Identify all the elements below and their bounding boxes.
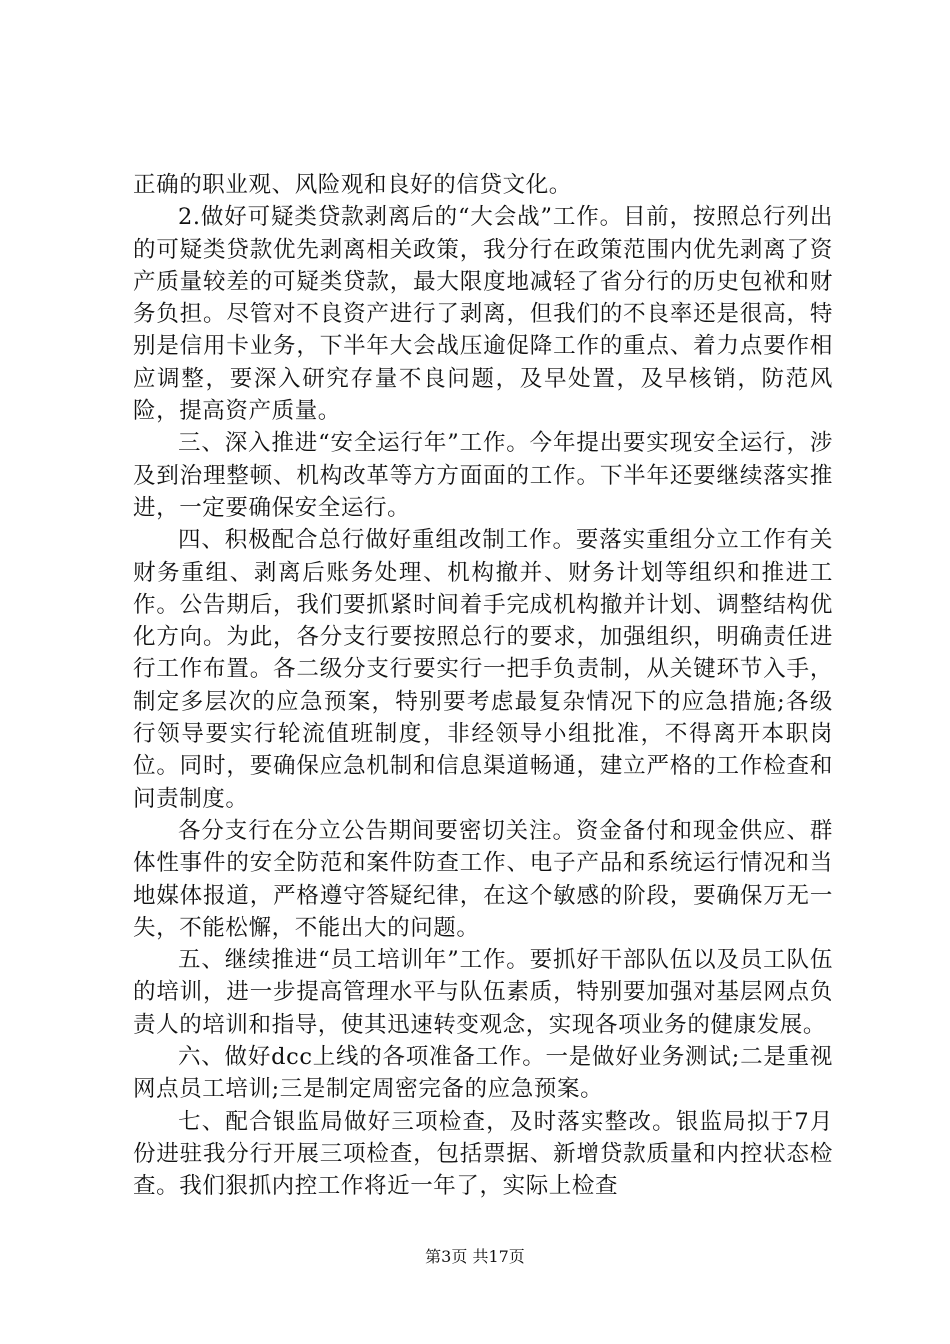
page-number-footer: 第3页 共17页 (425, 1247, 525, 1266)
paragraph-section-4-cont: 各分支行在分立公告期间要密切关注。资金备付和现金供应、群体性事件的安全防范和案件防查工作、电子产品和系统运行情况和当地媒体报道，严格遵守答疑纪律，在这个敏感的阶段，要确保万无一失，不能松懈，不能出大的问题。 (133, 817, 833, 941)
paragraph-section-5: 五、继续推进“员工培训年”工作。要抓好干部队伍以及员工队伍的培训，进一步提高管理水平与队伍素质，特别要加强对基层网点负责人的培训和指导，使其迅速转变观念，实现各项业务的健康发展。 (133, 947, 833, 1038)
paragraph-section-4: 四、积极配合总行做好重组改制工作。要落实重组分立工作有关财务重组、剥离后账务处理、机构撤并、财务计划等组织和推进工作。公告期后，我们要抓紧时间着手完成机构撤并计划、调整结构优化方向。为此，各分支行要按照总行的要求，加强组织，明确责任进行工作布置。各二级分支行要实行一把手负责制，从关键环节入手，制定多层次的应急预案，特别要考虑最复杂情况下的应急措施;各级行领导要实行轮流值班制度，非经领导小组批准，不得离开本职岗位。同时，要确保应急机制和信息渠道畅通，建立严格的工作检查和问责制度。 (133, 527, 833, 812)
paragraph-section-3: 三、深入推进“安全运行年”工作。今年提出要实现安全运行，涉及到治理整顿、机构改革等方方面面的工作。下半年还要继续落实推进，一定要确保安全运行。 (133, 430, 833, 521)
paragraph-section-6: 六、做好dcc上线的各项准备工作。一是做好业务测试;二是重视网点员工培训;三是制定周密完备的应急预案。 (133, 1044, 833, 1103)
paragraph-continuation: 正确的职业观、风险观和良好的信贷文化。 (133, 172, 572, 198)
document-body (133, 169, 833, 1203)
paragraph-section-7: 七、配合银监局做好三项检查，及时落实整改。银监局拟于7月份进驻我分行开展三项检查，包括票据、新增贷款质量和内控状态检查。我们狠抓内控工作将近一年了，实际上检查 (133, 1108, 833, 1200)
paragraph-item-2: 2.做好可疑类贷款剥离后的“大会战”工作。目前，按照总行列出的可疑类贷款优先剥离相关政策，我分行在政策范围内优先剥离了资产质量较差的可疑类贷款，最大限度地减轻了省分行的历史包袱和财务负担。尽管对不良资产进行了剥离，但我们的不良率还是很高，特别是信用卡业务，下半年大会战压逾促降工作的重点、着力点要作相应调整，要深入研究存量不良问题，及早处置，及早核销，防范风险，提高资产质量。 (133, 204, 833, 425)
